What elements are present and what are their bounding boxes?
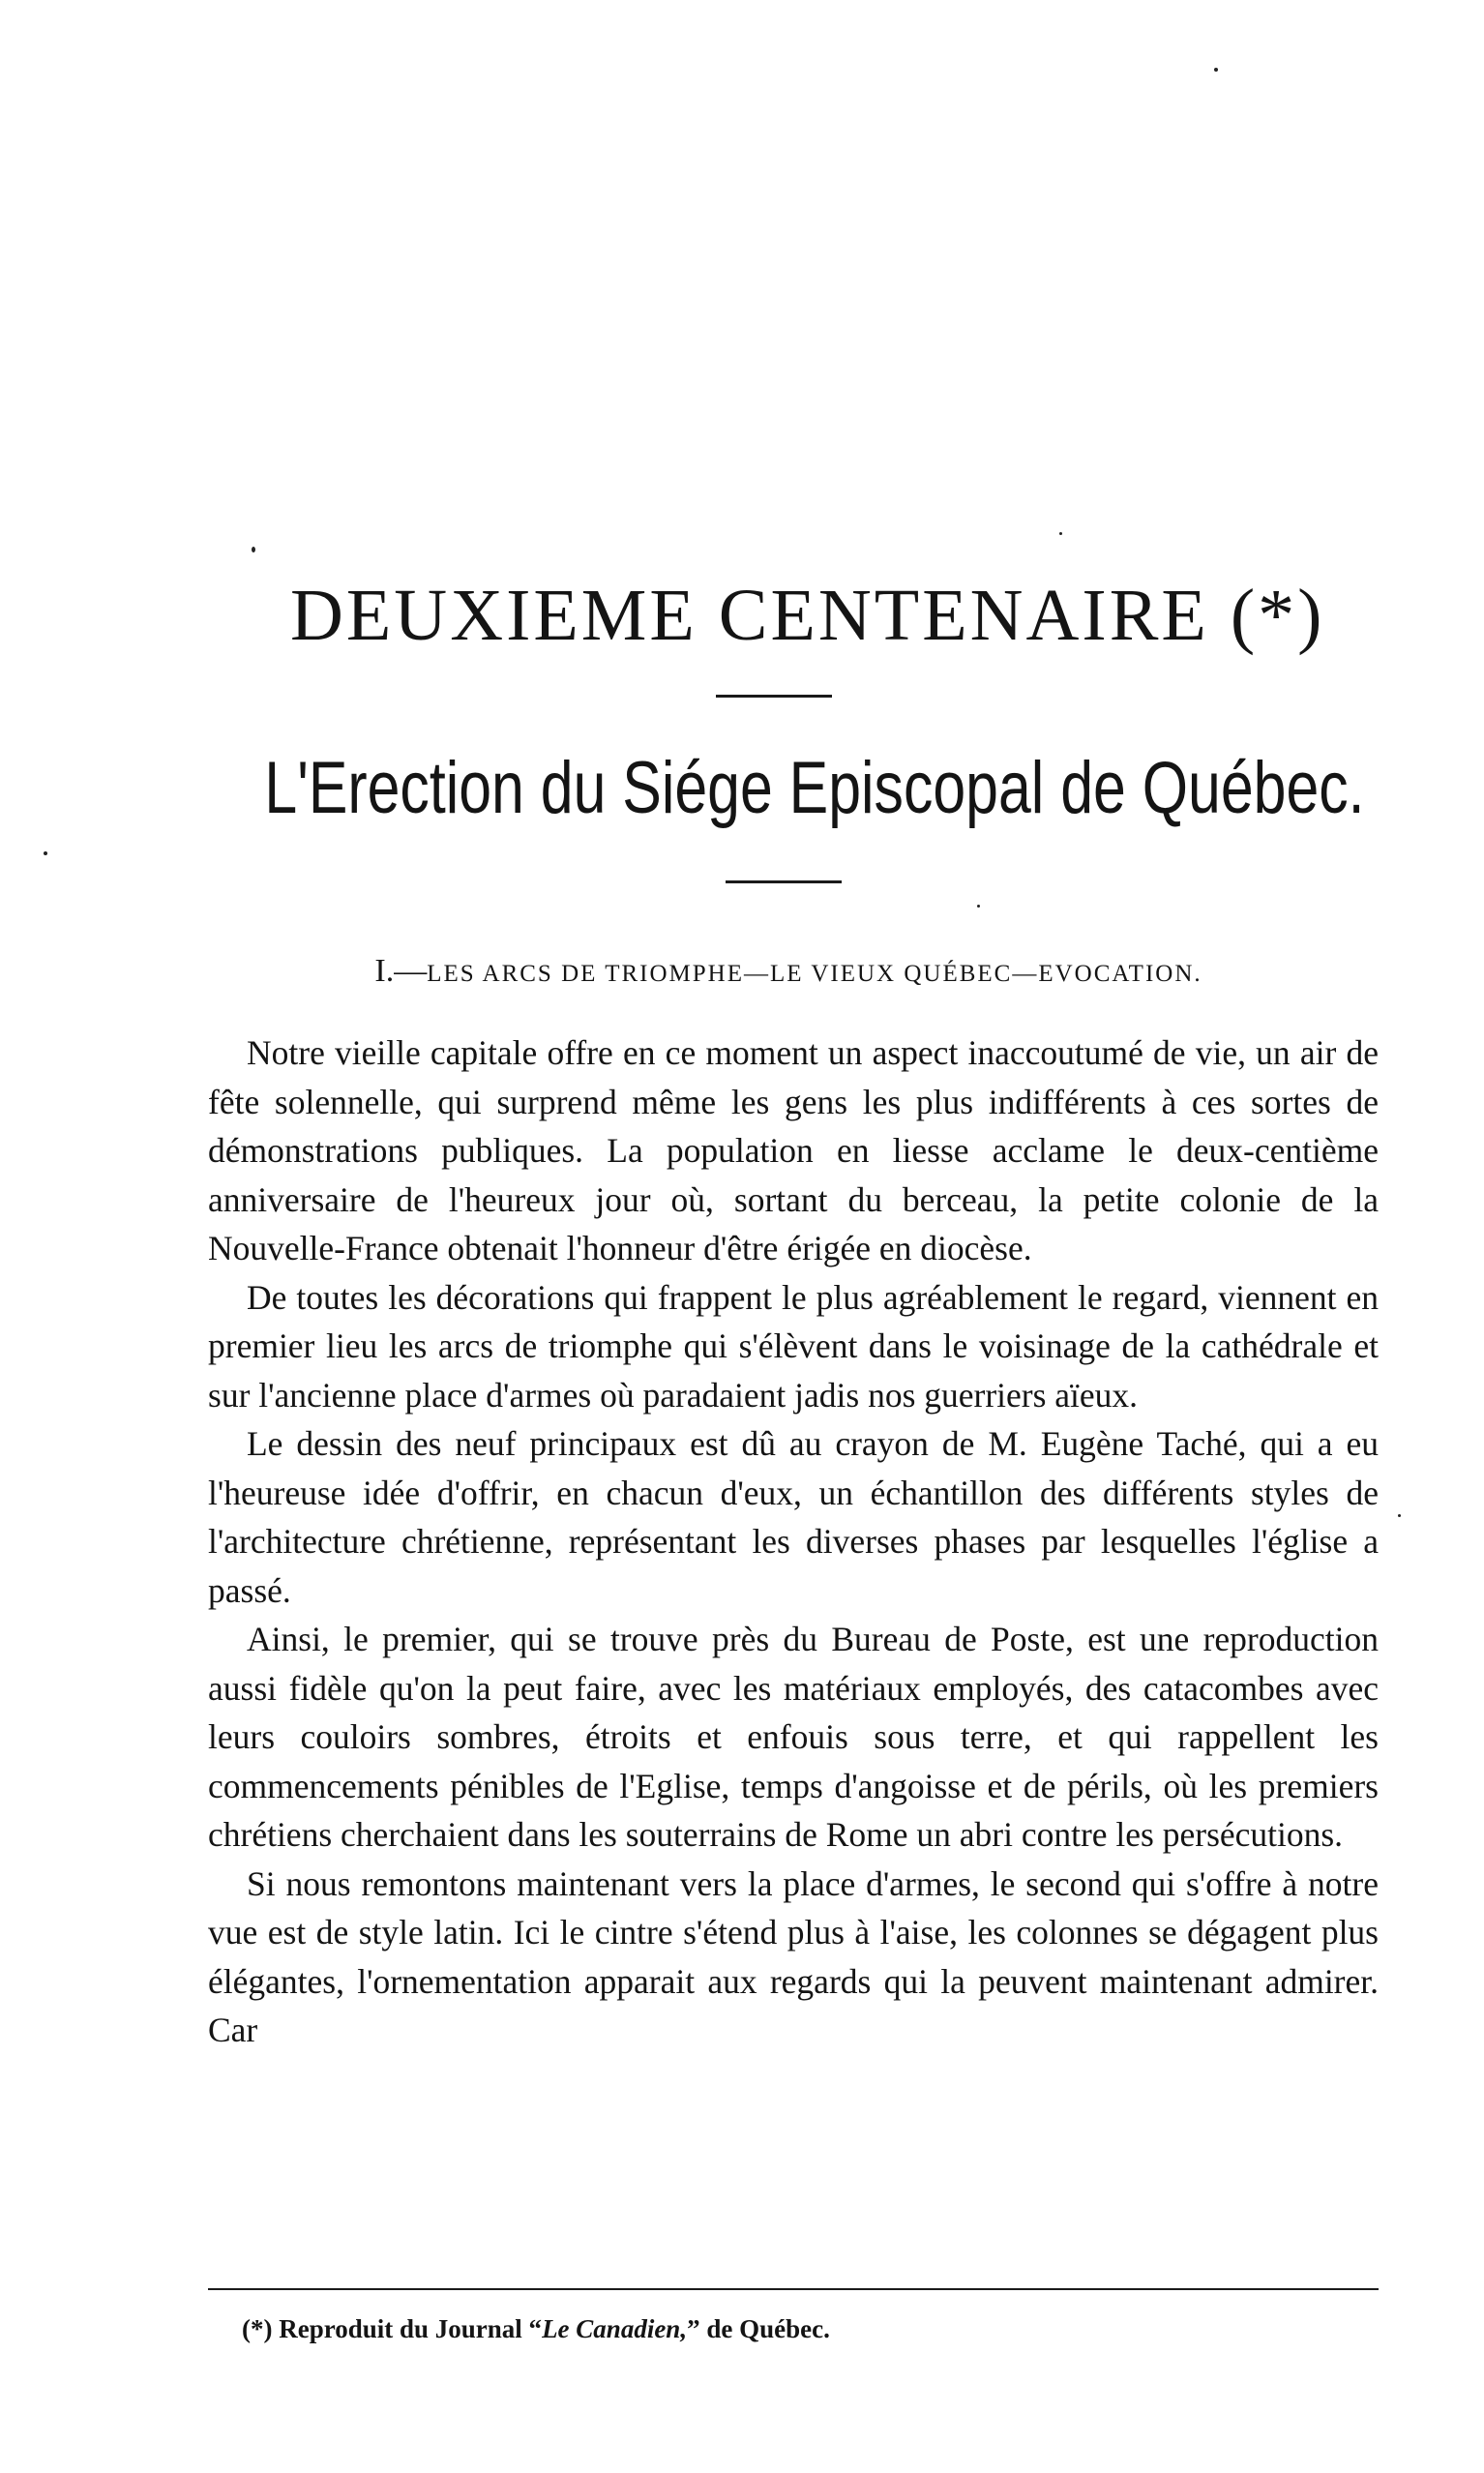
paragraph: Notre vieille capitale offre en ce moment un aspect inaccoutumé de vie, un air de fête solennelle, qui surprend même les gens les plus indifférents à ces sortes de démonstrations publiques. La population en liesse acclame le deux-centième anniversaire de l'heureux jour où, sortant du berceau, la petite colonie de la Nouvelle-France obtenait l'honneur d'être érigée en diocèse. [208, 1033, 1379, 1267]
section-number: I.— [374, 953, 428, 989]
print-speck [252, 547, 255, 552]
print-speck [1059, 532, 1062, 535]
footnote-journal: Le Canadien, [542, 2314, 688, 2343]
paragraph: Ainsi, le premier, qui se trouve près du Bureau de Poste, est une reproduction aussi fidèle qu'on la peut faire, avec les matériaux employés, des catacombes avec leurs couloirs sombres, étroits et enfouis sous terre, et qui rappellent les commencements pénibles de l'Eglise, temps d'angoisse et de périls, où les premiers chrétiens cherchaient dans les souterrains de Rome un abri contre les persécutions. [208, 1620, 1379, 1854]
print-speck [977, 905, 980, 908]
print-speck [1214, 68, 1218, 72]
footnote-suffix: ” de Québec. [687, 2314, 830, 2343]
footnote-divider [208, 2288, 1379, 2290]
subtitle-divider [726, 880, 842, 883]
paragraph: Le dessin des neuf principaux est dû au crayon de M. Eugène Taché, qui a eu l'heureuse idée d'offrir, en chacun d'eux, un échantillon des différents styles de l'architecture chrétienne, représentant les diverses phases par lesquelles l'église a passé. [208, 1424, 1379, 1610]
section-heading [208, 953, 1369, 990]
title-divider [716, 695, 832, 698]
print-speck [44, 851, 47, 855]
page-title: DEUXIEME CENTENAIRE (*) [290, 575, 1325, 656]
footnote [242, 2314, 1354, 2344]
footnote-prefix: Reproduit du Journal “ [279, 2314, 543, 2343]
paragraph: De toutes les décorations qui frappent le plus agréablement le regard, viennent en premier lieu les arcs de triomphe qui s'élèvent dans le voisinage de la cathédrale et sur l'ancienne place d'armes où paradaient jadis nos guerriers aïeux. [208, 1277, 1379, 1415]
paragraph: Si nous remontons maintenant vers la place d'armes, le second qui s'offre à notre vue est de style latin. Ici le cintre s'étend plus à l'aise, les colonnes se dégagent plus élégantes, l'ornementation apparait aux regards qui la peuvent maintenant admirer. Car [208, 1863, 1379, 2049]
article-body [208, 1028, 1379, 2055]
section-heading-text: LES ARCS DE TRIOMPHE—LE VIEUX QUÉBEC—EVOCATION. [427, 961, 1202, 987]
print-speck [1398, 1514, 1401, 1517]
footnote-marker: (*) [242, 2314, 273, 2343]
article-subtitle: L'Erection du Siége Episcopal de Québec. [264, 747, 1365, 829]
